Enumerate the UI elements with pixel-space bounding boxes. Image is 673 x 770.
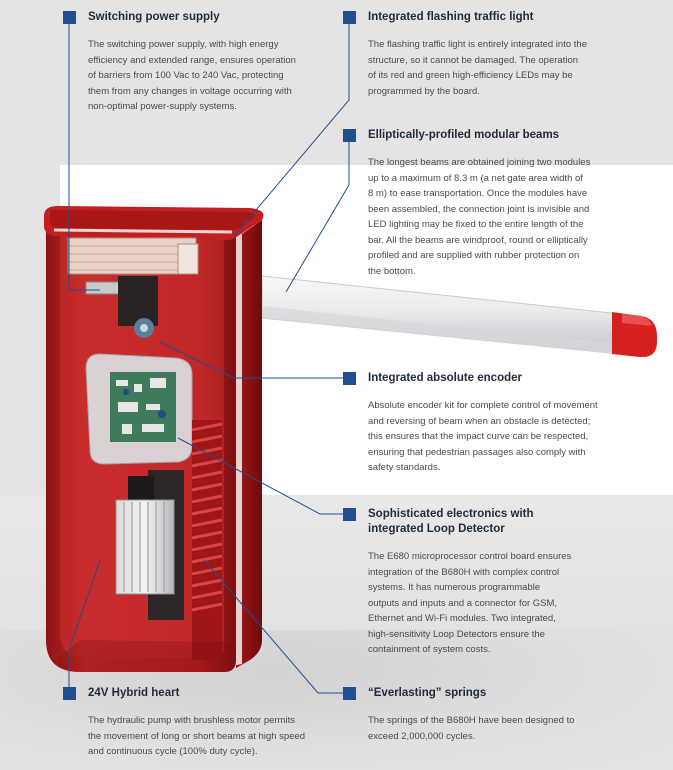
electronics-line: systems. It has numerous programmable xyxy=(368,582,541,593)
springs-line: The springs of the B680H have been designed to xyxy=(368,715,575,726)
beams-desc xyxy=(368,155,643,279)
power-supply-line: them from any changes in voltage occurring with xyxy=(88,85,292,97)
springs-marker xyxy=(343,687,356,700)
encoder-title: Integrated absolute encoder xyxy=(368,372,523,384)
electronics-title-line: integrated Loop Detector xyxy=(368,523,505,535)
hybrid-heart-block xyxy=(63,686,333,760)
encoder-marker xyxy=(343,372,356,385)
power-supply-line: The switching power supply, with high energy xyxy=(88,39,279,50)
electronics-title xyxy=(368,507,534,537)
beam xyxy=(262,276,657,357)
hybrid-heart-marker xyxy=(63,687,76,700)
hybrid-heart-line: the movement of long or short beams at high speed xyxy=(88,730,306,742)
electronics-desc xyxy=(368,549,643,658)
power-supply-desc xyxy=(88,37,323,115)
spring xyxy=(192,420,222,660)
electronics-block xyxy=(343,507,643,658)
hybrid-heart-line: The hydraulic pump with brushless motor permits xyxy=(88,715,295,726)
heatsink xyxy=(116,500,174,594)
power-supply-line: of barriers from 100 Vac to 240 Vac, protecting xyxy=(88,70,284,81)
encoder-desc xyxy=(368,398,653,476)
hybrid-heart-line: and continuous cycle (100% duty cycle). xyxy=(88,746,258,757)
beams-line: LED lighting may be fixed to the entire length of the xyxy=(368,219,584,230)
traffic-light-desc xyxy=(368,37,643,99)
traffic-light-line: programmed by the board. xyxy=(368,85,480,97)
electronics-line: integration of the B680H with complex control xyxy=(368,566,560,578)
traffic-light-line: of its red and green high-efficiency LEDs may be xyxy=(368,70,573,81)
electronics-line: The E680 microprocessor control board ensures xyxy=(368,551,572,562)
electronics-line: high-sensitivity Loop Detectors ensure the xyxy=(368,628,545,640)
encoder-line: ensuring that pedestrian passages also comply with xyxy=(368,446,586,458)
power-supply-line: non-optimal power-supply systems. xyxy=(88,101,237,112)
beams-line: The longest beams are obtained joining two modules xyxy=(368,157,591,168)
electronics-line: Ethernet and Wi-Fi modules. Two integrated, xyxy=(368,613,556,624)
encoder-line: Absolute encoder kit for complete control of movement xyxy=(368,400,598,411)
traffic-light-marker xyxy=(343,11,356,24)
beams-line: bar. All the beams are windproof, round or elliptically xyxy=(368,234,588,246)
traffic-light-block xyxy=(343,10,643,99)
beams-block xyxy=(343,128,643,279)
springs-block xyxy=(343,686,643,744)
encoder-block xyxy=(343,371,653,476)
springs-desc xyxy=(368,713,643,744)
beams-line: 8 m) to ease transportation. Once the modules have xyxy=(368,188,588,199)
power-supply-marker xyxy=(63,11,76,24)
power-supply-line: efficiency and extended range, ensures operation xyxy=(88,54,296,66)
beams-line: been assembled, the connection joint is invisible and xyxy=(368,203,590,215)
beams-line: the bottom. xyxy=(368,265,416,277)
power-supply-block xyxy=(63,10,323,115)
encoder-line: safety standards. xyxy=(368,462,441,473)
beams-marker xyxy=(343,129,356,142)
traffic-light-line: structure, so it cannot be damaged. The operation xyxy=(368,54,579,66)
traffic-light-line: The flashing traffic light is entirely integrated into the xyxy=(368,39,587,50)
beams-line: profiled and are supplied with rubber protection on xyxy=(368,250,580,261)
encoder-line: this ensures that the impact curve can be respected, xyxy=(368,431,589,442)
electronics-marker xyxy=(343,508,356,521)
electronics-title-line: Sophisticated electronics with xyxy=(368,508,534,520)
power-supply-box xyxy=(68,238,196,274)
springs-title: “Everlasting” springs xyxy=(368,687,487,699)
power-supply-title: Switching power supply xyxy=(88,11,220,23)
springs-line: exceed 2,000,000 cycles. xyxy=(368,730,476,742)
beams-line: up to a maximum of 8.3 m (a net gate area width of xyxy=(368,172,583,184)
beams-title: Elliptically-profiled modular beams xyxy=(368,129,560,141)
traffic-light-title: Integrated flashing traffic light xyxy=(368,11,534,23)
hybrid-heart-desc xyxy=(88,713,333,760)
electronics-line: containment of system costs. xyxy=(368,644,491,655)
hybrid-heart-title: 24V Hybrid heart xyxy=(88,687,180,699)
electronics-line: outputs and inputs and a connector for GSM, xyxy=(368,597,558,609)
encoder-line: and reversing of beam when an obstacle is detected; xyxy=(368,415,591,427)
